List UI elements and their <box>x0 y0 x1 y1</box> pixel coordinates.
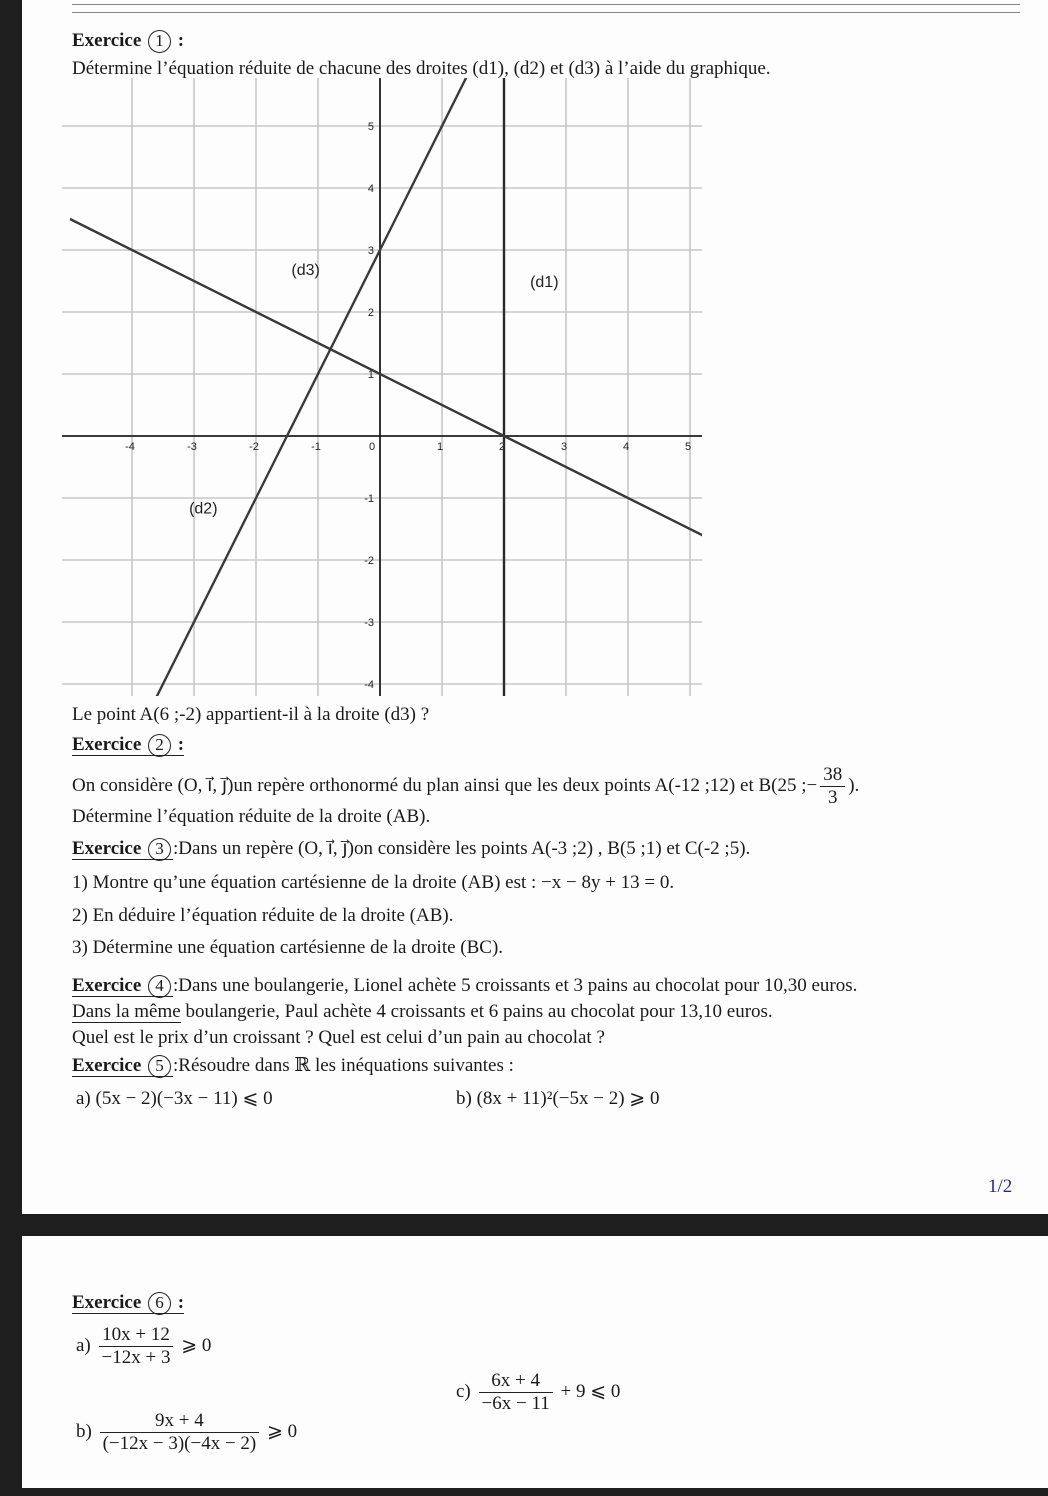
ex6-b-rel: ⩾ 0 <box>267 1421 298 1442</box>
x-tick-label: -4 <box>125 441 135 453</box>
y-tick-label: 2 <box>367 307 374 319</box>
x-tick-label: -3 <box>187 441 197 453</box>
ex6-a-den: −12x + 3 <box>101 1347 171 1369</box>
x-tick-label: 2 <box>498 441 506 453</box>
ex5-a: a) (5x − 2)(−3x − 11) ⩽ 0 <box>76 1088 273 1109</box>
ex6-heading <box>72 1292 184 1315</box>
ex1-graph <box>62 78 702 696</box>
ex2-fraction <box>820 764 845 809</box>
y-tick-label: -1 <box>364 493 374 505</box>
y-tick-label: -4 <box>364 679 374 691</box>
ex4-line3: Quel est le prix d’un croissant ? Quel est celui d’un pain au chocolat ? <box>72 1027 605 1048</box>
ex6-b-label: b) <box>76 1421 92 1442</box>
ex3-intro: :Dans un repère (O, i⃗, j⃗)on considère les points A(-3 ;2) , B(5 ;1) et C(-2 ;5). <box>173 838 751 859</box>
ex4-line2-underlined: Dans la même <box>72 1001 181 1022</box>
x-tick-label: -2 <box>249 441 259 453</box>
ex4-line2 <box>72 1001 773 1023</box>
ex6-number: 6 <box>148 1292 171 1315</box>
ex1-instruction: Détermine l’équation réduite de chacune des droites (d1), (d2) et (d3) à l’aide du graphique. <box>72 58 771 79</box>
ex6-colon: : <box>177 1292 185 1313</box>
ex6-a <box>76 1322 211 1370</box>
ex6-c-num: 6x + 4 <box>479 1370 553 1393</box>
line-d3 <box>70 78 702 696</box>
ex1-heading <box>72 30 184 53</box>
ex1-title: Exercice <box>72 30 142 51</box>
ex6-b <box>76 1408 297 1456</box>
x-tick-label: 3 <box>560 441 568 453</box>
ex6-b-fraction <box>100 1410 260 1455</box>
ex5-b: b) (8x + 11)²(−5x − 2) ⩾ 0 <box>456 1088 660 1109</box>
ex6-c-label: c) <box>456 1381 471 1402</box>
label-d3: (d3) <box>291 261 320 279</box>
ex4-line1: :Dans une boulangerie, Lionel achète 5 croissants et 3 pains au chocolat pour 10,30 euros. <box>173 975 858 996</box>
top-rule-2 <box>72 12 1020 13</box>
line-d2 <box>70 219 702 560</box>
ex3-title: Exercice <box>72 838 142 859</box>
ex6-a-fraction <box>99 1324 174 1369</box>
ex5-heading <box>72 1055 514 1078</box>
ex6-title: Exercice <box>72 1292 142 1313</box>
ex4-heading <box>72 975 857 998</box>
ex6-c <box>456 1368 620 1416</box>
ex4-line2-rest: boulangerie, Paul achète 4 croissants et 6 pains au chocolat pour 13,10 euros. <box>180 1001 773 1022</box>
y-tick-label: 1 <box>367 369 374 381</box>
ex4-title: Exercice <box>72 975 142 996</box>
ex1-number: 1 <box>148 30 171 53</box>
y-tick-label: 5 <box>367 121 374 133</box>
label-d2: (d2) <box>189 500 218 518</box>
ex5-intro: :Résoudre dans ℝ les inéquations suivantes : <box>173 1055 514 1076</box>
x-tick-label: 0 <box>368 441 376 453</box>
ex3-number: 3 <box>148 838 171 861</box>
ex3-q3: 3) Détermine une équation cartésienne de la droite (BC). <box>72 937 504 958</box>
y-tick-label: -2 <box>364 555 374 567</box>
ex2-title: Exercice <box>72 734 142 755</box>
graph-grid <box>62 78 702 696</box>
graph-axes <box>62 78 702 696</box>
x-tick-label: 1 <box>436 441 444 453</box>
ex3-q2: 2) En déduire l’équation réduite de la droite (AB). <box>72 905 454 926</box>
x-tick-label: -1 <box>311 441 321 453</box>
label-d1: (d1) <box>530 274 559 292</box>
ex2-frac-num: 38 <box>820 764 845 787</box>
page-2 <box>22 1236 1048 1488</box>
graph-tick-labels <box>125 121 691 691</box>
ex2-heading <box>72 734 184 757</box>
x-tick-label: 5 <box>684 441 692 453</box>
ex3-heading <box>72 838 750 861</box>
ex2-frac-den: 3 <box>827 787 838 809</box>
y-tick-label: -3 <box>364 617 374 629</box>
ex6-b-den: (−12x − 3)(−4x − 2) <box>102 1433 257 1455</box>
ex6-c-fraction <box>479 1370 553 1415</box>
ex6-b-num: 9x + 4 <box>100 1410 260 1433</box>
ex6-c-rel: + 9 ⩽ 0 <box>560 1381 621 1402</box>
top-rule <box>72 4 1020 5</box>
ex2-number: 2 <box>148 734 171 757</box>
ex6-a-rel: ⩾ 0 <box>181 1335 212 1356</box>
ex6-a-num: 10x + 12 <box>99 1324 174 1347</box>
ex6-c-den: −6x − 11 <box>481 1393 550 1415</box>
ex2-colon: : <box>177 734 185 755</box>
page-number: 1/2 <box>988 1176 1013 1197</box>
ex6-a-label: a) <box>76 1335 91 1356</box>
y-tick-label: 4 <box>367 183 374 195</box>
ex4-number: 4 <box>148 975 171 998</box>
ex5-number: 5 <box>148 1055 171 1078</box>
ex3-q1: 1) Montre qu’une équation cartésienne de la droite (AB) est : −x − 8y + 13 = 0. <box>72 872 675 893</box>
ex5-title: Exercice <box>72 1055 142 1076</box>
x-tick-label: 4 <box>622 441 630 453</box>
ex2-line2: Détermine l’équation réduite de la droite (AB). <box>72 806 431 827</box>
page-1 <box>22 0 1048 1214</box>
ex2-text-b: ). <box>848 775 860 796</box>
ex2-text-a: On considère (O, i⃗, j⃗)un repère orthonormé du plan ainsi que les deux points A(-12 ;12) et B(25 ;− <box>72 775 818 796</box>
ex2-line1 <box>72 762 859 810</box>
graph-lines <box>70 78 702 696</box>
y-tick-label: 3 <box>367 245 374 257</box>
ex1-question: Le point A(6 ;-2) appartient-il à la droite (d3) ? <box>72 704 430 725</box>
ex1-colon: : <box>177 30 185 51</box>
